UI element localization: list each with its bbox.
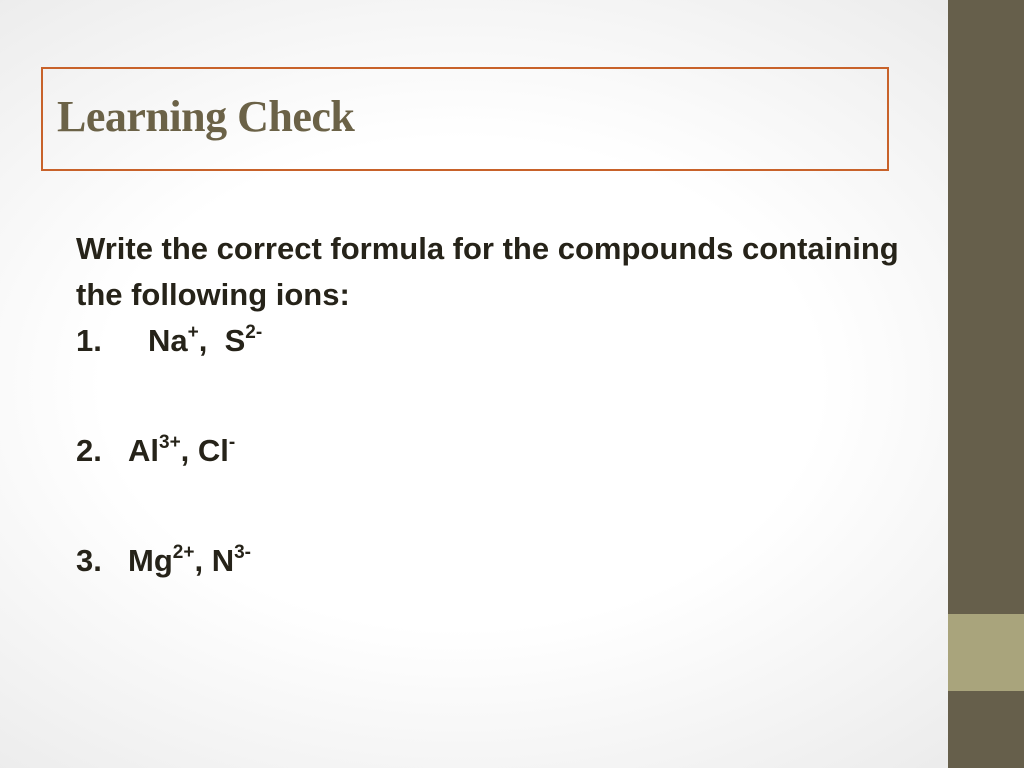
item-number: 1. <box>76 323 102 358</box>
ion-symbol: S <box>224 323 246 358</box>
list-item-2 <box>76 428 936 474</box>
separator: , <box>194 543 204 578</box>
ion-charge: + <box>187 322 199 343</box>
separator: , <box>198 323 208 358</box>
ion-charge: 3+ <box>159 432 181 453</box>
list-item-1 <box>76 318 936 364</box>
item-number: 2. <box>76 433 102 468</box>
ion-charge: - <box>228 432 236 453</box>
slide-title: Learning Check <box>57 92 355 141</box>
instructions-text: Write the correct formula for the compounds containing the following ions: <box>76 231 899 312</box>
ion-symbol: Al <box>128 433 159 468</box>
ion-symbol: Cl <box>197 433 229 468</box>
sidebar-accent-block <box>948 614 1024 691</box>
slide-body <box>76 226 936 584</box>
separator: , <box>180 433 190 468</box>
ion-symbol: Na <box>148 323 188 358</box>
ion-charge: 3- <box>234 542 251 563</box>
ion-charge: 2+ <box>172 542 195 563</box>
ion-charge: 2- <box>245 322 263 343</box>
ion-symbol: N <box>211 543 235 578</box>
title-frame <box>41 67 889 171</box>
item-number: 3. <box>76 543 102 578</box>
ion-symbol: Mg <box>128 543 173 578</box>
list-item-3 <box>76 538 936 584</box>
